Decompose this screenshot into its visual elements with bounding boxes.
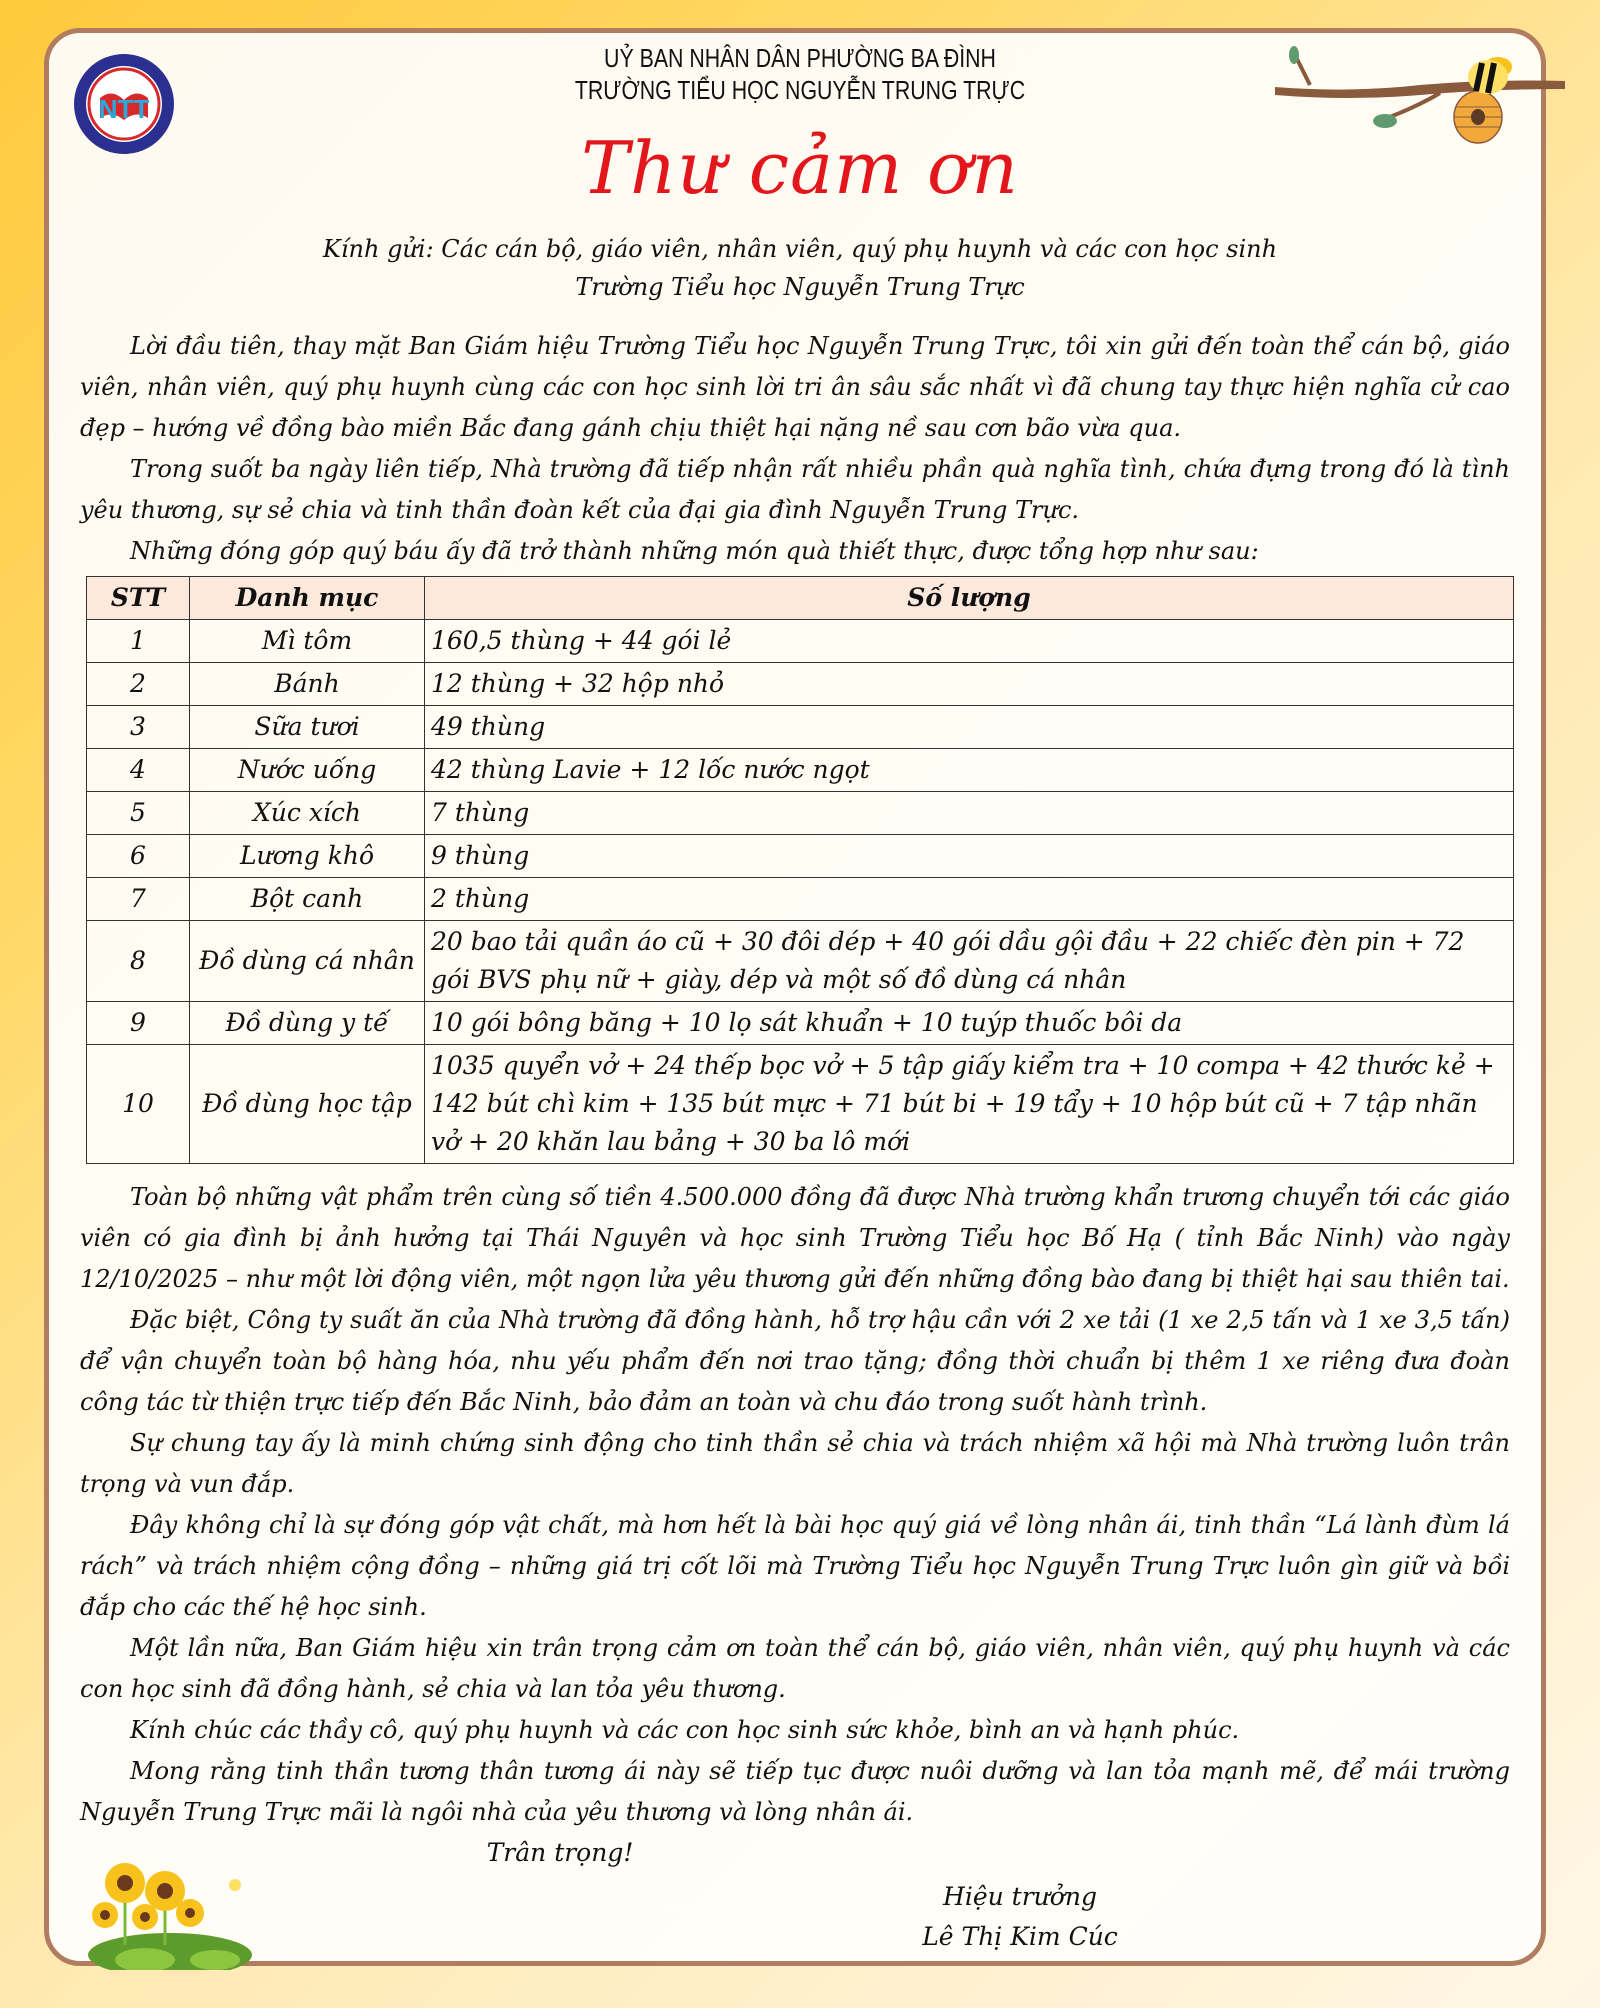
cell-quantity: 42 thùng Lavie + 12 lốc nước ngọt (425, 749, 1514, 792)
table-row (87, 663, 1514, 706)
paragraph: Lời đầu tiên, thay mặt Ban Giám hiệu Trường Tiểu học Nguyễn Trung Trực, tôi xin gửi đến toàn thể cán bộ, giáo viên, nhân viên, quý phụ huynh cùng các con học sinh lời tri ân sâu sắc nhất vì đã chung tay thực hiện nghĩa cử cao đẹp – hướng về đồng bào miền Bắc đang gánh chịu thiệt hại nặng nề sau cơn bão vừa qua. (80, 332, 1510, 442)
cell-stt: 6 (87, 835, 190, 878)
header-line-2: TRƯỜNG TIỂU HỌC NGUYỄN TRUNG TRỰC (574, 75, 1026, 105)
cell-stt: 4 (87, 749, 190, 792)
cell-stt: 8 (87, 921, 190, 1002)
cell-quantity: 1035 quyển vở + 24 thếp bọc vở + 5 tập giấy kiểm tra + 10 compa + 42 thước kẻ + 142 bút chì kim + 135 bút mực + 71 bút bi + 19 tẩy + 10 hộp bút cũ + 7 tập nhãn vở + 20 khăn lau bảng + 30 ba lô mới (425, 1045, 1514, 1164)
table-row (87, 878, 1514, 921)
table-row (87, 749, 1514, 792)
cell-quantity: 160,5 thùng + 44 gói lẻ (425, 620, 1514, 663)
address-line-2: Trường Tiểu học Nguyễn Trung Trực (575, 273, 1025, 301)
cell-quantity: 9 thùng (425, 835, 1514, 878)
paragraph: Đây không chỉ là sự đóng góp vật chất, mà hơn hết là bài học quý giá về lòng nhân ái, tinh thần “Lá lành đùm lá rách” và trách nhiệm cộng đồng – những giá trị cốt lõi mà Trường Tiểu học Nguyễn Trung Trực luôn gìn giữ và bồi đắp cho các thế hệ học sinh. (80, 1511, 1510, 1621)
letter-title: Thư cảm ơn (581, 126, 1019, 210)
cell-stt: 3 (87, 706, 190, 749)
address-block (0, 230, 1600, 306)
cell-category: Bánh (190, 663, 425, 706)
paragraph: Sự chung tay ấy là minh chứng sinh động cho tinh thần sẻ chia và trách nhiệm xã hội mà Nhà trường luôn trân trọng và vun đắp. (80, 1429, 1510, 1498)
table-row (87, 792, 1514, 835)
cell-quantity: 49 thùng (425, 706, 1514, 749)
cell-stt: 2 (87, 663, 190, 706)
table-row (87, 835, 1514, 878)
sunflowers-icon (85, 1855, 285, 1970)
cell-category: Lương khô (190, 835, 425, 878)
table-row (87, 620, 1514, 663)
cell-stt: 5 (87, 792, 190, 835)
table-row (87, 706, 1514, 749)
signature-name: Lê Thị Kim Cúc (922, 1922, 1118, 1951)
header-category: Danh mục (190, 577, 425, 620)
cell-quantity: 10 gói bông băng + 10 lọ sát khuẩn + 10 tuýp thuốc bôi da (425, 1002, 1514, 1045)
donation-table (86, 576, 1514, 1164)
cell-category: Xúc xích (190, 792, 425, 835)
cell-category: Đồ dùng y tế (190, 1002, 425, 1045)
table-row (87, 1045, 1514, 1164)
address-line-1: Kính gửi: Các cán bộ, giáo viên, nhân viên, quý phụ huynh và các con học sinh (322, 235, 1278, 263)
cell-quantity: 20 bao tải quần áo cũ + 30 đôi dép + 40 gói dầu gội đầu + 22 chiếc đèn pin + 72 gói BVS phụ nữ + giày, dép và một số đồ dùng cá nhân (425, 921, 1514, 1002)
header (144, 42, 1456, 106)
paragraph: Một lần nữa, Ban Giám hiệu xin trân trọng cảm ơn toàn thể cán bộ, giáo viên, nhân viên, quý phụ huynh và các con học sinh đã đồng hành, sẻ chia và lan tỏa yêu thương. (80, 1634, 1510, 1703)
cell-category: Đồ dùng học tập (190, 1045, 425, 1164)
cell-quantity: 12 thùng + 32 hộp nhỏ (425, 663, 1514, 706)
closing-text: Trân trọng! (486, 1838, 634, 1867)
cell-stt: 9 (87, 1002, 190, 1045)
cell-category: Nước uống (190, 749, 425, 792)
header-stt: STT (87, 577, 190, 620)
table-row (87, 921, 1514, 1002)
table-row (87, 1002, 1514, 1045)
logo-text: NTT (98, 94, 150, 124)
cell-category: Đồ dùng cá nhân (190, 921, 425, 1002)
signature-role: Hiệu trưởng (943, 1882, 1097, 1911)
paragraph: Toàn bộ những vật phẩm trên cùng số tiền 4.500.000 đồng đã được Nhà trường khẩn trương chuyển tới các giáo viên có gia đình bị ảnh hưởng tại Thái Nguyên và học sinh Trường Tiểu học Bố Hạ ( tỉnh Bắc Ninh) vào ngày 12/10/2025 – như một lời động viên, một ngọn lửa yêu thương gửi đến những đồng bào đang bị thiệt hại sau thiên tai. (80, 1183, 1510, 1293)
paragraph: Mong rằng tinh thần tương thân tương ái này sẽ tiếp tục được nuôi dưỡng và lan tỏa mạnh mẽ, để mái trường Nguyễn Trung Trực mãi là ngôi nhà của yêu thương và lòng nhân ái. (80, 1757, 1510, 1826)
cell-stt: 7 (87, 878, 190, 921)
cell-quantity: 7 thùng (425, 792, 1514, 835)
cell-category: Mì tôm (190, 620, 425, 663)
paragraph: Kính chúc các thầy cô, quý phụ huynh và các con học sinh sức khỏe, bình an và hạnh phúc. (130, 1716, 1240, 1744)
header-quantity: Số lượng (425, 577, 1514, 620)
cell-stt: 10 (87, 1045, 190, 1164)
paragraph: Trong suốt ba ngày liên tiếp, Nhà trường đã tiếp nhận rất nhiều phần quà nghĩa tình, chứa đựng trong đó là tình yêu thương, sự sẻ chia và tinh thần đoàn kết của đại gia đình Nguyễn Trung Trực. (80, 455, 1510, 524)
table-header-row (87, 577, 1514, 620)
cell-quantity: 2 thùng (425, 878, 1514, 921)
header-line-1: UỶ BAN NHÂN DÂN PHƯỜNG BA ĐÌNH (604, 43, 996, 73)
paragraph: Đặc biệt, Công ty suất ăn của Nhà trường đã đồng hành, hỗ trợ hậu cần với 2 xe tải (1 xe 2,5 tấn và 1 xe 3,5 tấn) để vận chuyển toàn bộ hàng hóa, nhu yếu phẩm đến nơi trao tặng; đồng thời chuẩn bị thêm 1 xe riêng đưa đoàn công tác từ thiện trực tiếp đến Bắc Ninh, bảo đảm an toàn và chu đáo trong suốt hành trình. (80, 1306, 1510, 1416)
cell-category: Sữa tươi (190, 706, 425, 749)
paragraph: Những đóng góp quý báu ấy đã trở thành những món quà thiết thực, được tổng hợp như sau: (130, 537, 1259, 565)
cell-stt: 1 (87, 620, 190, 663)
cell-category: Bột canh (190, 878, 425, 921)
